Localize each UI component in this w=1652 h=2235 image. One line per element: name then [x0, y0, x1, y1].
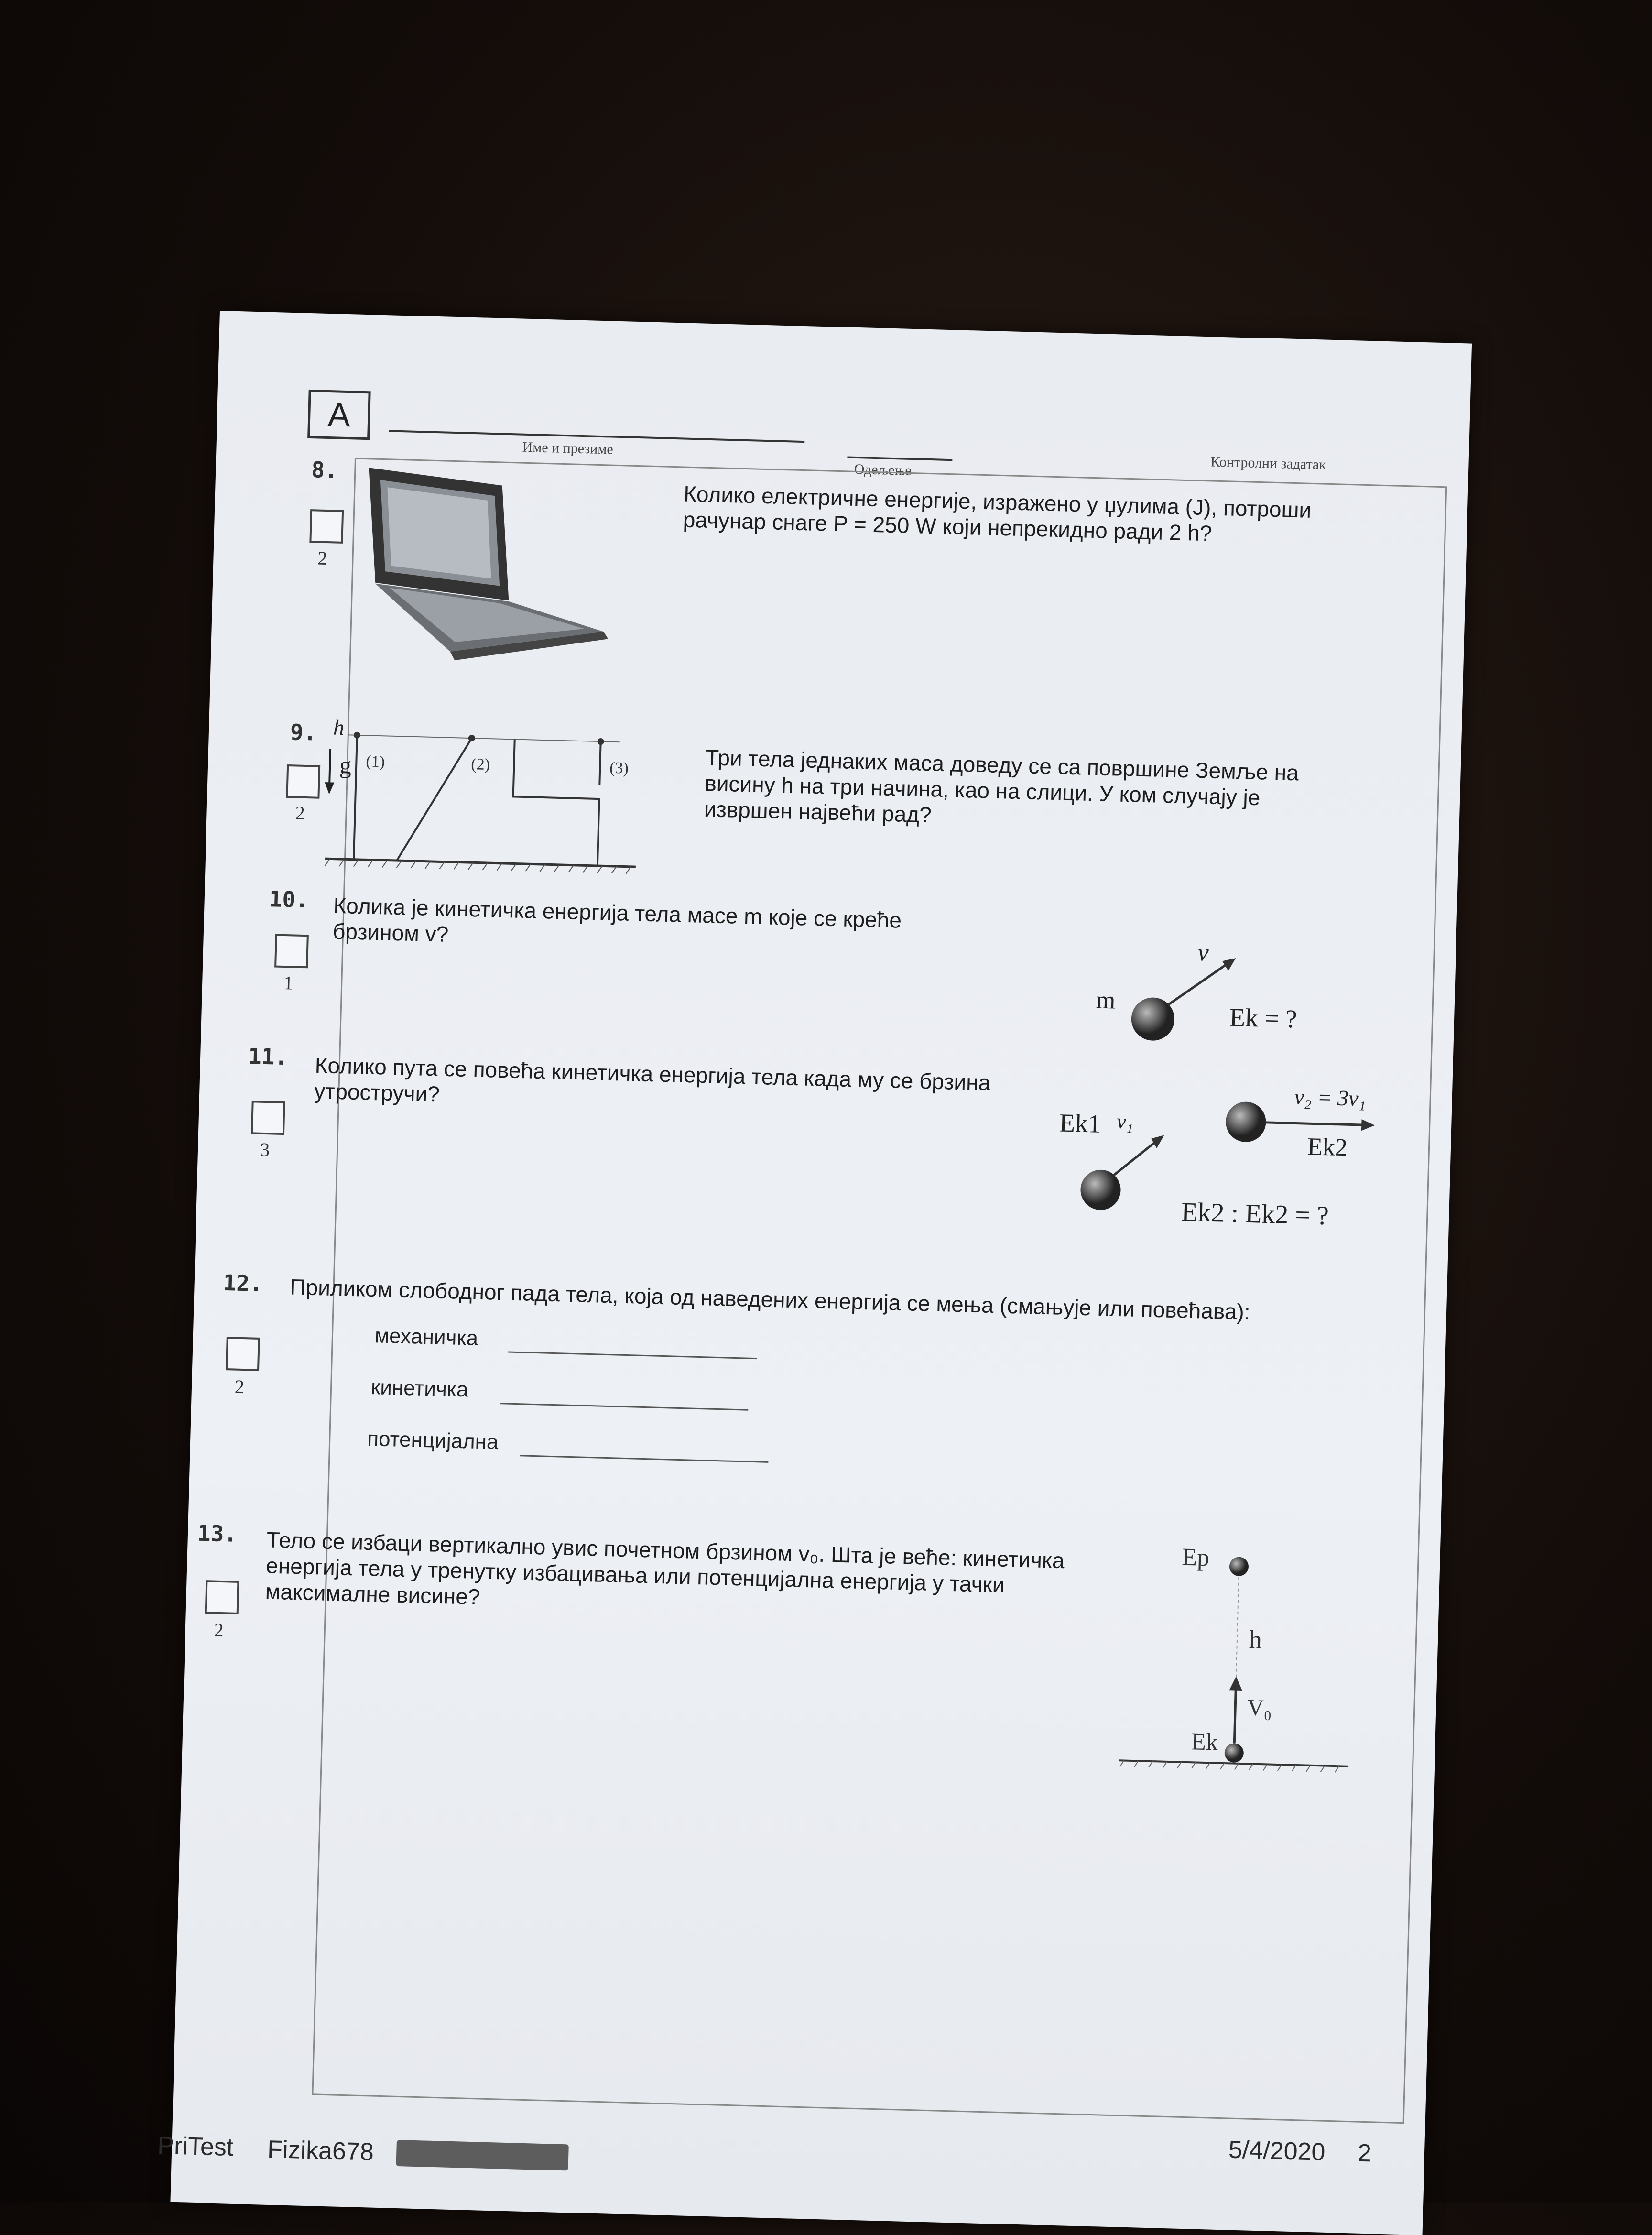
question-12-points: 2 — [234, 1375, 245, 1398]
question-10-text: Колика је кинетичка енергија тела масе m које се креће брзином v? — [332, 893, 902, 947]
q13-top-body — [1229, 1557, 1249, 1576]
q10-velocity-arrowhead — [1222, 958, 1236, 971]
q11-ek2-label: Ek2 — [1307, 1133, 1348, 1162]
question-8-text: Колико електричне енергије, изражено у џулима (J), потроши рачунар снаге P = 250 W који непрекидно ради 2 h? — [683, 481, 1312, 546]
laptop-icon — [364, 468, 612, 664]
option-kinetic-label: кинетичка — [370, 1375, 469, 1402]
gravity-arrowhead — [325, 782, 335, 795]
q11-v2-label: v₂ = 3v₁ — [1294, 1084, 1367, 1111]
question-11-points: 3 — [260, 1138, 270, 1161]
question-9-text: Три тела једнаких маса доведу се са површине Земље на висину h на три начина, као на слици. У ком случају је извршен највећи рад? — [704, 744, 1299, 828]
q13-ep-label: Ep — [1181, 1543, 1210, 1572]
path-3-top — [599, 741, 600, 785]
question-11-score-box[interactable] — [251, 1101, 285, 1135]
question-12-text: Приликом слободног пада тела, која од наведених енергија се мења (смањује или повећава): — [289, 1274, 1251, 1325]
q10-velocity-label: v — [1197, 939, 1209, 967]
q13-v0-label: V₀ — [1247, 1695, 1272, 1721]
question-9-number: 9. — [290, 719, 317, 746]
q13-ground-body — [1224, 1743, 1244, 1763]
q10-mass-label: m — [1096, 986, 1116, 1014]
q11-v2-arrowhead — [1361, 1119, 1375, 1131]
q13-velocity-arrow — [1234, 1686, 1236, 1744]
question-10-score-box[interactable] — [274, 934, 309, 968]
form-variant-box: A — [307, 390, 371, 440]
path-3-steps — [511, 739, 601, 866]
question-13-text: Тело се избаци вертикално увис почетном брзином v₀. Шта је веће: кинетичка енергија тела у тренутку избацивања или потенцијална енергија у тачки максималне висине? — [265, 1527, 1065, 1610]
moving-body-figure — [1095, 932, 1347, 1063]
question-9-points: 2 — [294, 802, 305, 824]
q13-ek-label: Ek — [1191, 1728, 1218, 1755]
path-3-body — [598, 738, 604, 745]
q11-v1-arrow — [1113, 1138, 1159, 1177]
class-label: Одељење — [854, 461, 912, 479]
question-10-number: 10. — [269, 886, 309, 913]
q9-case-2: (2) — [470, 755, 490, 774]
laptop-illustration — [354, 458, 627, 666]
question-13-points: 2 — [214, 1619, 224, 1641]
q10-energy-label: Ek = ? — [1229, 1003, 1298, 1034]
question-13-number: 13. — [197, 1520, 238, 1547]
q11-ek1-label: Ek1 — [1059, 1108, 1101, 1138]
question-12-number: 12. — [223, 1269, 263, 1297]
work-paths-diagram — [310, 715, 659, 886]
q9-case-1: (1) — [365, 752, 385, 771]
question-11-text: Колико пута се повећа кинетичка енергија тела када му се брзина утростручи? — [314, 1052, 991, 1107]
q13-velocity-arrowhead — [1229, 1676, 1243, 1691]
name-label: Име и презиме — [522, 439, 614, 458]
class-line — [847, 456, 952, 461]
footer-code: Fizika678 — [267, 2135, 374, 2166]
path-1-vertical — [354, 735, 357, 860]
question-12-score-box[interactable] — [226, 1337, 260, 1371]
option-potential-label: потенцијална — [367, 1427, 499, 1454]
question-8-points: 2 — [317, 547, 328, 569]
q11-v1-arrowhead — [1151, 1135, 1164, 1149]
q9-case-3: (3) — [609, 759, 629, 777]
path-1-body — [354, 732, 360, 739]
q9-gravity-label: g — [339, 751, 352, 779]
question-10-points: 1 — [283, 971, 293, 994]
question-11-number: 11. — [248, 1043, 288, 1070]
q11-ratio-label: Ek2 : Ek2 = ? — [1181, 1197, 1329, 1231]
q10-velocity-arrow — [1168, 959, 1231, 1006]
top-level-line — [348, 735, 620, 742]
control-label: Контролни задатак — [1210, 454, 1326, 473]
q9-height-label: h — [333, 715, 345, 740]
footer-page-number: 2 — [1357, 2139, 1372, 2168]
vertical-throw-figure — [1118, 1530, 1373, 1804]
footer-date: 5/4/2020 — [1228, 2136, 1326, 2166]
exam-sheet — [157, 311, 1472, 2235]
q11-body-2 — [1225, 1101, 1266, 1143]
path-2-incline — [397, 736, 472, 862]
velocity-triple-figure — [1055, 1074, 1404, 1275]
footer-brand: PriTest — [157, 2131, 234, 2162]
question-8-number: 8. — [311, 457, 338, 483]
question-13-score-box[interactable] — [205, 1580, 239, 1614]
q11-v2-arrow — [1265, 1123, 1365, 1125]
footer-redaction — [396, 2140, 569, 2170]
question-8-score-box[interactable] — [309, 509, 344, 544]
option-mechanical-label: механичка — [374, 1324, 478, 1350]
ground-line — [325, 859, 636, 867]
q11-v1-label: v₁ — [1116, 1109, 1134, 1134]
q13-height-label: h — [1249, 1625, 1262, 1655]
gravity-arrow — [329, 749, 330, 787]
